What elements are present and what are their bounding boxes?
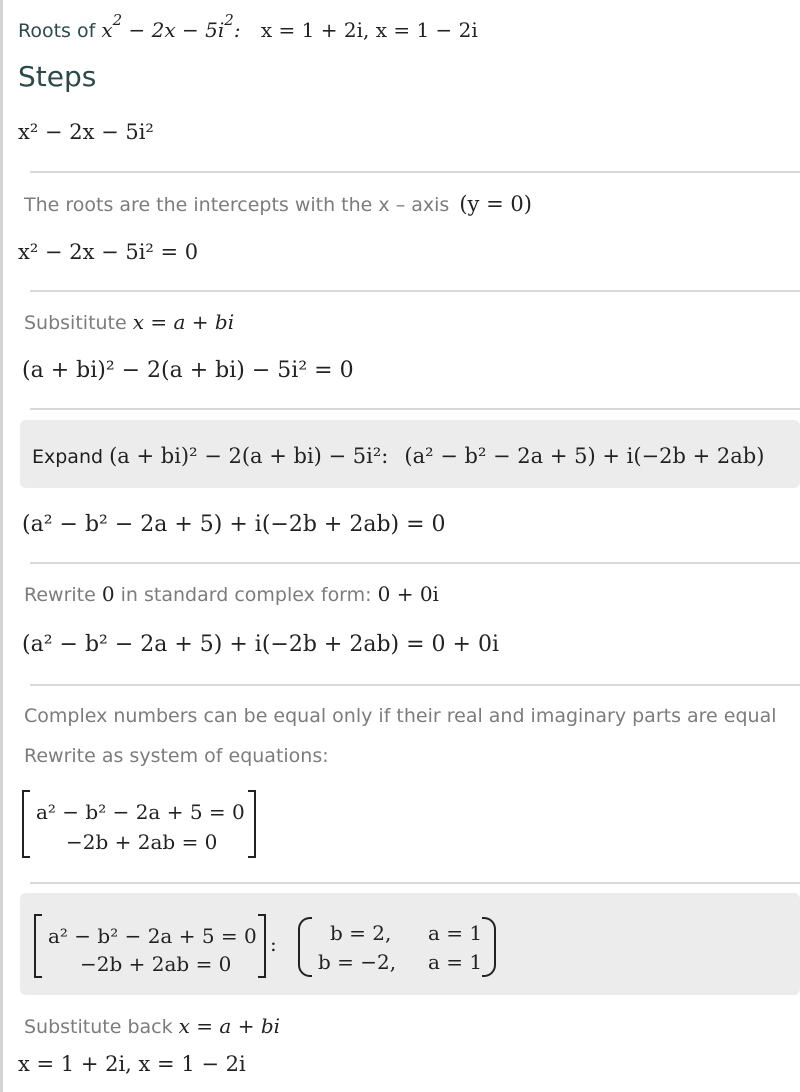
separator — [30, 408, 800, 410]
solve-eq1: a² − b² − 2a + 5 = 0 — [48, 924, 257, 948]
step4-expression: (a² − b² − 2a + 5) + i(−2b + 2ab) = 0 — [22, 512, 446, 537]
step5-description: Rewrite 0 in standard complex form: 0 + 0i — [24, 582, 439, 606]
step2-expression: x² − 2x − 5i² = 0 — [18, 240, 199, 264]
expand-label: Expand — [32, 446, 104, 468]
solve-eq2: −2b + 2ab = 0 — [80, 952, 232, 976]
step6-rewrite-label: Rewrite as system of equations: — [24, 745, 329, 767]
step5-expression: (a² − b² − 2a + 5) + i(−2b + 2ab) = 0 + 0i — [22, 632, 499, 657]
separator — [30, 882, 800, 884]
separator — [30, 562, 800, 564]
separator — [30, 684, 800, 686]
solution2-b: b = −2, — [318, 950, 397, 974]
title-line — [18, 11, 478, 42]
solution-left-paren — [298, 917, 312, 977]
expand-step-content — [32, 444, 764, 468]
system-right-bracket — [258, 914, 266, 978]
step2-description: The roots are the intercepts with the x – axis (y = 0) — [24, 192, 532, 216]
expand-lhs: (a + bi)² − 2(a + bi) − 5i²: — [109, 444, 389, 468]
left-border — [0, 0, 3, 1092]
step3-expression: (a + bi)² − 2(a + bi) − 5i² = 0 — [22, 358, 354, 383]
solve-colon: : — [270, 932, 277, 956]
expand-rhs: (a² − b² − 2a + 5) + i(−2b + 2ab) — [404, 444, 765, 468]
solution-right-paren — [482, 917, 496, 977]
matrix-right-bracket — [248, 790, 256, 858]
step8-description: Substitute back x = a + bi — [24, 1014, 281, 1038]
solution1-a: a = 1 — [428, 921, 483, 945]
title-result: x = 1 + 2i, x = 1 − 2i — [260, 18, 478, 42]
final-result: x = 1 + 2i, x = 1 − 2i — [18, 1052, 246, 1076]
steps-heading: Steps — [18, 60, 97, 93]
title-expression: $x^2 - 2x - 5i^2$: — [101, 11, 241, 42]
step6-description: Complex numbers can be equal only if their real and imaginary parts are equal — [24, 705, 777, 727]
system-eq2: −2b + 2ab = 0 — [66, 830, 218, 854]
system-eq1: a² − b² − 2a + 5 = 0 — [36, 800, 245, 824]
step1-expression: x² − 2x − 5i² — [18, 120, 154, 144]
title-prefix: Roots of — [18, 20, 96, 42]
separator — [30, 171, 800, 173]
system-left-bracket — [34, 914, 42, 978]
separator — [30, 290, 800, 292]
step3-description: Subsititute x = a + bi — [24, 310, 235, 334]
solution2-a: a = 1 — [428, 950, 483, 974]
solution1-b: b = 2, — [330, 921, 392, 945]
matrix-left-bracket — [22, 790, 30, 858]
